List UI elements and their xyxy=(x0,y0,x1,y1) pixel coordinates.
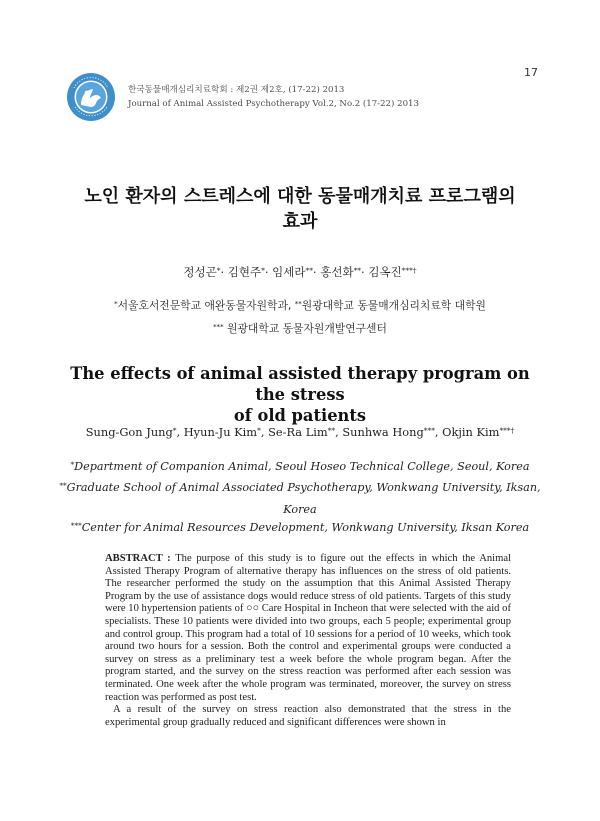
author-ko-mark: ***† xyxy=(401,265,417,275)
title-english-line1: The effects of animal assisted therapy program on the stress xyxy=(70,364,530,404)
author-ko-mark: * xyxy=(216,265,221,275)
affiliation-korean-line2 xyxy=(0,321,600,336)
affiliation-english-1 xyxy=(0,456,600,478)
author-ko: 김현주 xyxy=(227,265,262,279)
author-en: Okjin Kim xyxy=(442,425,500,439)
authors-english: Sung-Gon Jung*, Hyun-Ju Kim*, Se-Ra Lim**, Sunhwa Hong***, Okjin Kim***† xyxy=(85,425,515,439)
title-korean-line2: 효과 xyxy=(282,211,318,232)
author-en-mark: ** xyxy=(327,425,336,435)
affil-text: Center for Animal Resources Development, Wonkwang University, Iksan Korea xyxy=(81,521,530,534)
affiliation-english-2 xyxy=(0,477,600,499)
affil-mark: * xyxy=(114,298,118,308)
author-en: Hyun-Ju Kim xyxy=(183,425,258,439)
author-en-mark: *** xyxy=(423,425,435,435)
author-ko: 정성곤 xyxy=(183,265,217,279)
affil-mark: *** xyxy=(213,321,224,331)
author-en-mark: ***† xyxy=(499,425,515,435)
author-ko: 임세라 xyxy=(272,265,306,279)
affil-mark: ** xyxy=(59,480,67,490)
author-en-mark: * xyxy=(257,425,261,435)
title-korean xyxy=(0,184,600,234)
affil-text: Korea xyxy=(283,503,317,516)
affiliation-english-3 xyxy=(0,517,600,539)
author-ko-mark: ** xyxy=(353,265,362,275)
title-korean-line1: 노인 환자의 스트레스에 대한 동물매개치료 프로그램의 xyxy=(84,186,516,207)
affil-text: Department of Companion Animal, Seoul Hoseo Technical College, Seoul, Korea xyxy=(74,460,530,473)
author-en-mark: * xyxy=(172,425,177,435)
author-ko-mark: * xyxy=(261,265,265,275)
title-english-line2: of old patients xyxy=(233,406,367,425)
author-ko: 홍선화 xyxy=(320,265,354,279)
authors-korean: 정성곤*· 김현주*· 임세라**· 홍선화**· 김옥진***† xyxy=(183,265,417,279)
title-english xyxy=(60,363,540,426)
author-en: Se-Ra Lim xyxy=(268,425,328,439)
journal-citation xyxy=(128,84,419,111)
journal-line-en: Journal of Animal Assisted Psychotherapy Vol.2, No.2 (17-22) 2013 xyxy=(128,98,419,109)
affil-mark: ** xyxy=(294,298,302,308)
abstract-paragraph xyxy=(105,553,511,704)
journal-logo-icon xyxy=(66,72,116,122)
author-ko: 김옥진 xyxy=(368,265,402,279)
journal-line-ko: 한국동물매개심리치료학회 : 제2권 제2호, (17-22) 2013 xyxy=(128,85,345,95)
affil-mark: *** xyxy=(70,520,82,530)
affil-mark: * xyxy=(70,459,75,469)
affil-text: 원광대학교 동물매개심리치료학 대학원 xyxy=(301,299,486,312)
abstract xyxy=(105,553,511,729)
abstract-paragraph: A a result of the survey on stress reaction also demonstrated that the stress in the experimental group gradually reduced and significant differences were shown in xyxy=(105,704,511,728)
author-en: Sunhwa Hong xyxy=(342,425,424,439)
affil-text: Graduate School of Animal Associated Psychotherapy, Wonkwang University, Iksan, xyxy=(66,481,541,494)
affiliation-korean-line1 xyxy=(0,298,600,313)
abstract-text: The purpose of this study is to figure out the effects in which the Animal Assisted Therapy Program of alternative therapy has influences on the stress of old patients. The researcher performed the study on the assumption that this Animal Assisted Therapy Program by the use of assistance dogs would reduce stress of old patients. Targets of this study were 10 hypertension patients of ○○ Care Hospital in Incheon that were selected with the aid of specialists. These 10 patients were divided into two groups, each 5 people; experimental group and control group. This program had a total of 10 sessions for a period of 10 weeks, which took around two hours for a session. Both the control and experimental groups were conducted a survey on stress as a preliminary test a week before the whole program began. After the program started, and the survey on the stress reaction was performed after each session was terminated. One week after the whole program was terminated, moreover, the survey on stress reaction was performed as post test. xyxy=(105,553,511,703)
author-en: Sung-Gon Jung xyxy=(85,425,173,439)
affil-text: 서울호서전문학교 애완동물자원학과, xyxy=(117,299,295,312)
abstract-heading: ABSTRACT : xyxy=(105,553,171,564)
author-ko-mark: ** xyxy=(305,265,313,275)
page-number: 17 xyxy=(524,66,538,79)
affil-text: 원광대학교 동물자원개발연구센터 xyxy=(223,322,387,335)
